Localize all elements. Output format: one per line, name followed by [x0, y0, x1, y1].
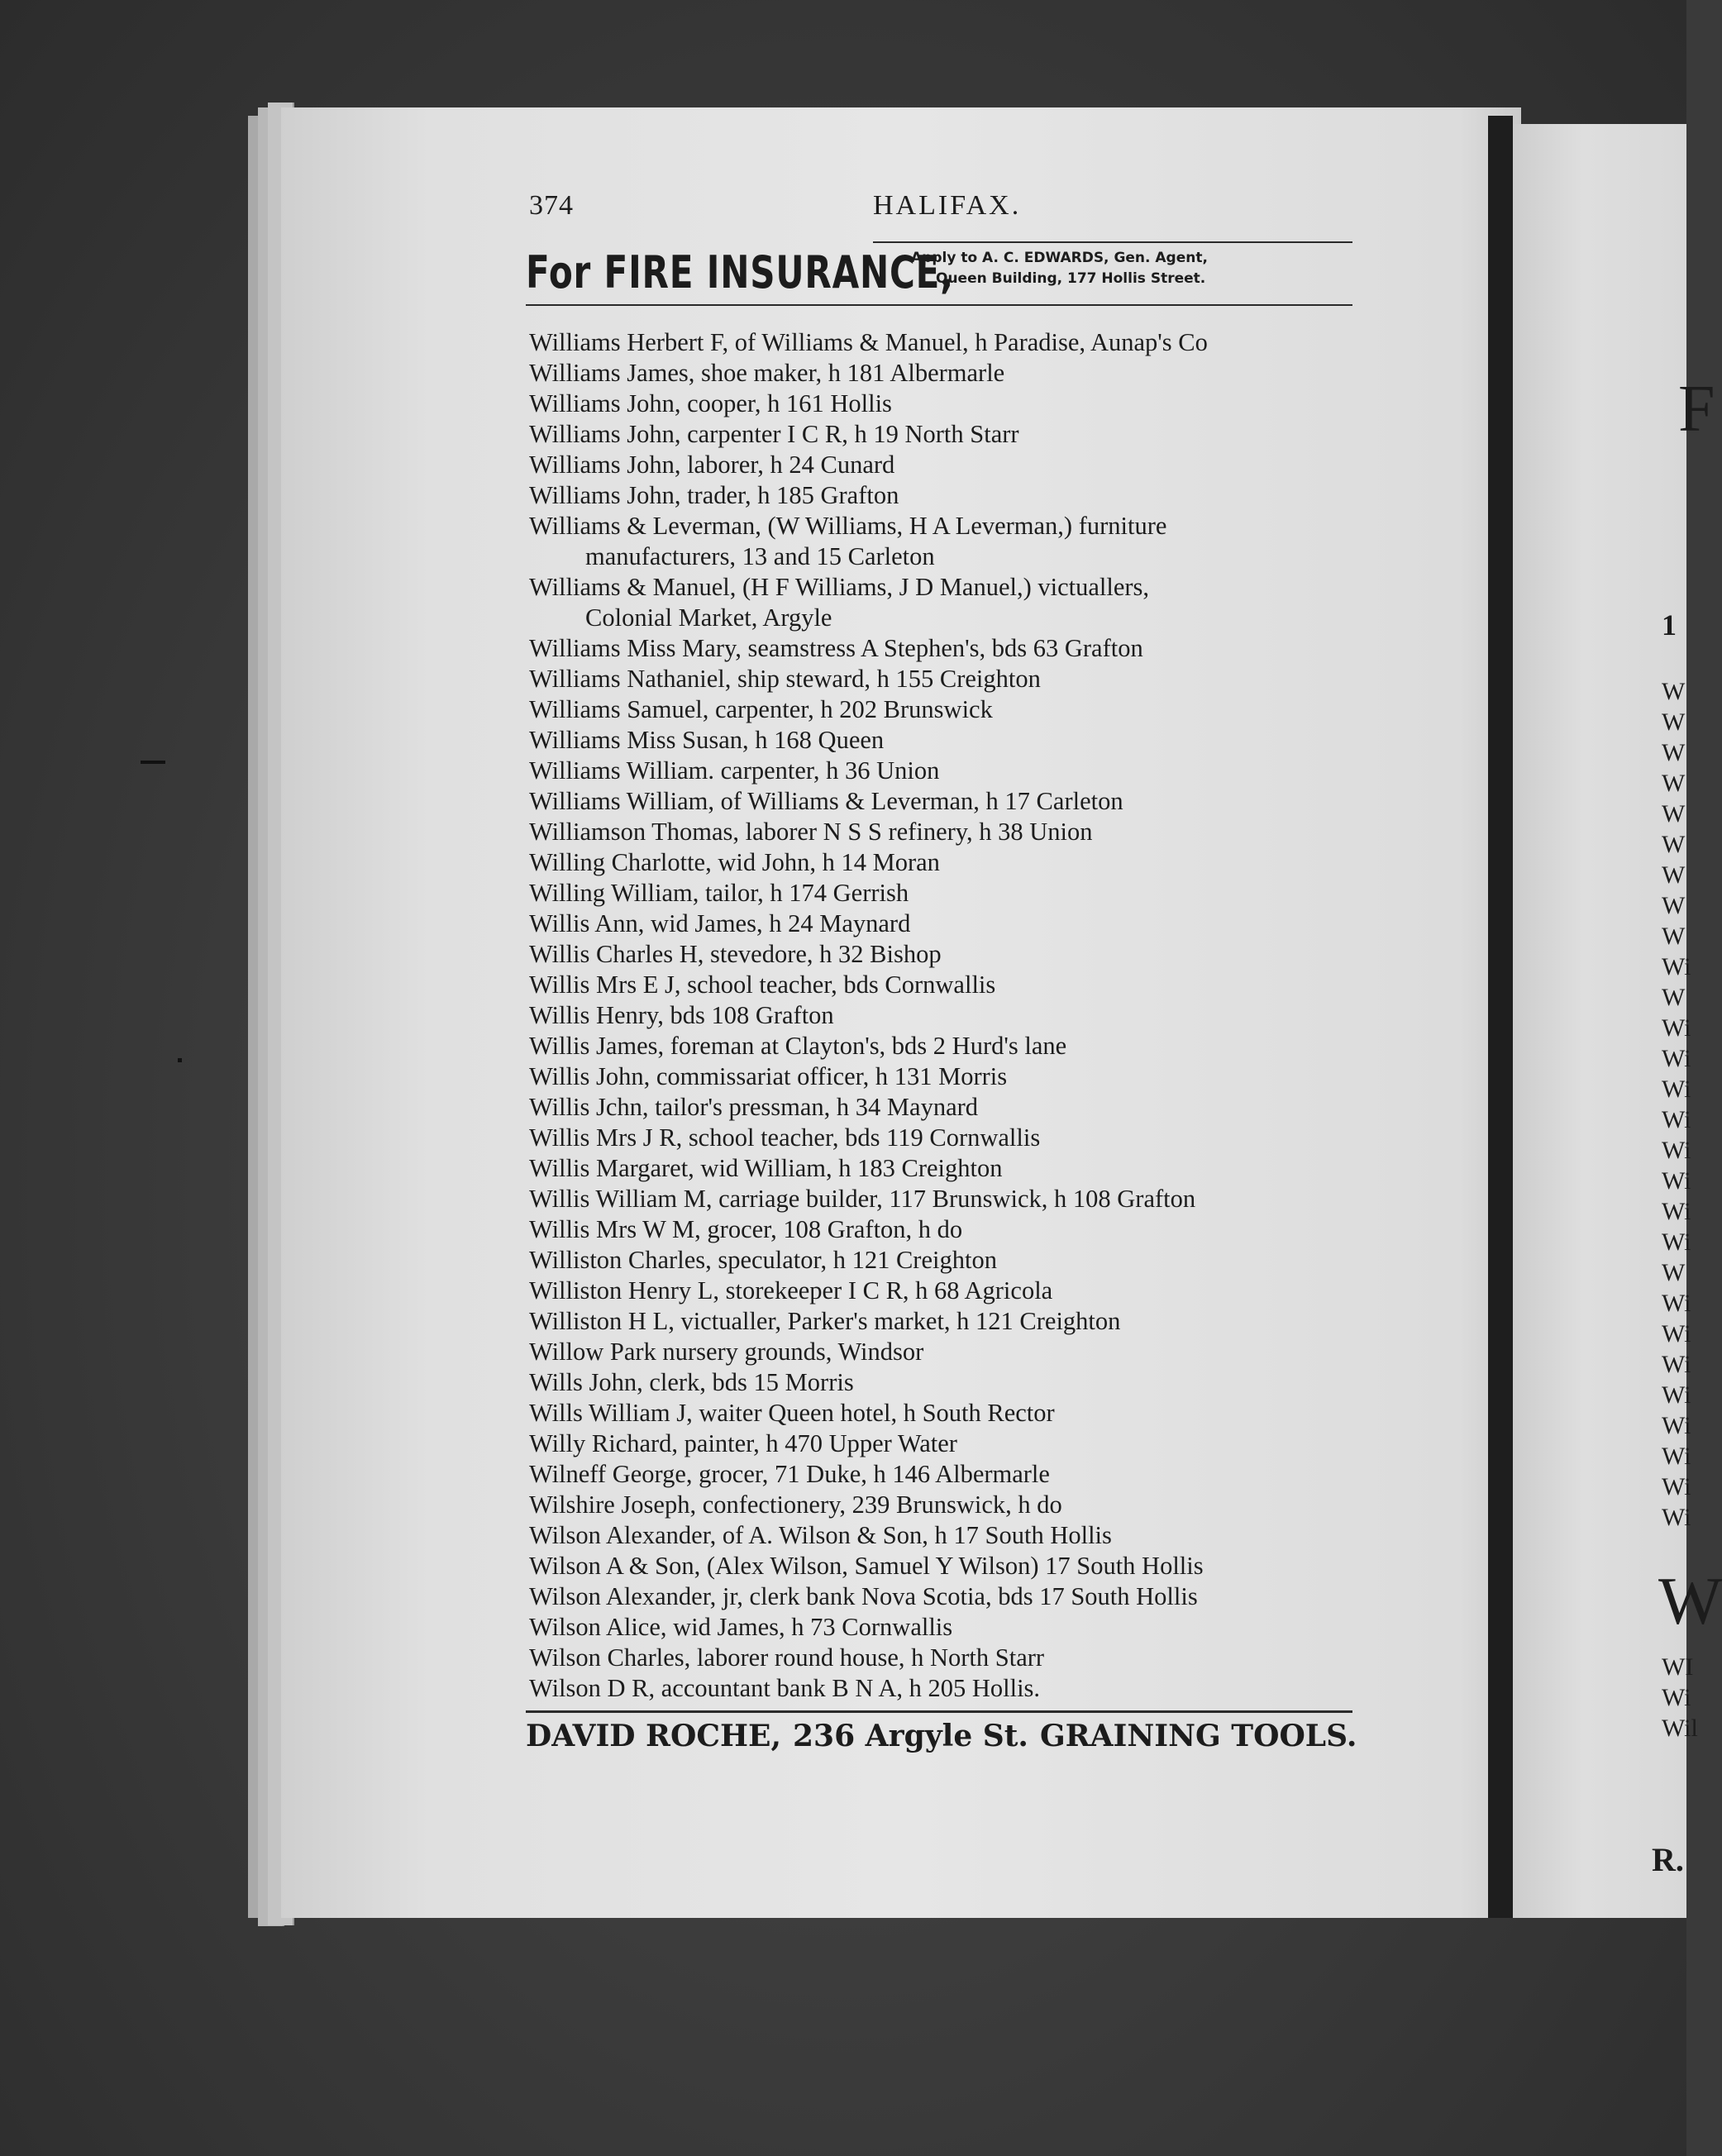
- directory-entry: [526, 756, 1369, 786]
- directory-entry: [526, 1214, 1369, 1245]
- entry-text: Williams Herbert F, of Williams & Manuel, h Paradise, Aunap's Co: [529, 328, 1208, 356]
- facing-line-fragment: Wi: [1662, 1381, 1691, 1409]
- roche-name: DAVID ROCHE,: [526, 1719, 781, 1753]
- scan-speck: [141, 761, 165, 764]
- facing-line-fragment: Wi: [1662, 1351, 1691, 1378]
- directory-entry: [526, 1031, 1369, 1061]
- facing-line-fragment: Wi: [1662, 1504, 1691, 1531]
- directory-entry: [526, 1551, 1369, 1581]
- directory-entry: [526, 1153, 1369, 1184]
- facing-big-letter: F: [1678, 373, 1715, 446]
- directory-entry: [526, 1520, 1369, 1551]
- entry-text: Williams & Manuel, (H F Williams, J D Manuel,) victuallers,: [529, 573, 1150, 601]
- directory-entry: [526, 572, 1369, 633]
- entry-text: Willis Mrs E J, school teacher, bds Cornwallis: [529, 971, 996, 999]
- ad-address-line: Queen Building, 177 Hollis Street.: [936, 270, 1206, 287]
- facing-line-fragment: W: [1662, 1259, 1686, 1286]
- scan-speck: [178, 1058, 182, 1062]
- directory-entry: [526, 511, 1369, 572]
- directory-entry: [526, 480, 1369, 511]
- entry-text: Williams John, carpenter I C R, h 19 North Starr: [529, 420, 1019, 448]
- facing-line-fragment: W: [1662, 861, 1686, 889]
- fire-insurance-ad: [526, 240, 1369, 314]
- entry-text: Willis Jchn, tailor's pressman, h 34 Maynard: [529, 1093, 979, 1121]
- entry-continuation: manufacturers, 13 and 15 Carleton: [585, 542, 935, 570]
- directory-entry: [526, 389, 1369, 419]
- entry-text: Willing Charlotte, wid John, h 14 Moran: [529, 848, 940, 876]
- directory-entry: [526, 1581, 1369, 1612]
- entry-text: Willis Ann, wid James, h 24 Maynard: [529, 909, 911, 937]
- directory-entry: [526, 1612, 1369, 1643]
- facing-line-fragment: Wil: [1662, 1715, 1698, 1742]
- directory-entry: [526, 1643, 1369, 1673]
- page-content: [526, 182, 1369, 1753]
- directory-entry: [526, 1398, 1369, 1429]
- entry-text: Williams James, shoe maker, h 181 Albermarle: [529, 359, 1005, 387]
- facing-line-fragment: Wi: [1662, 1684, 1691, 1711]
- entry-text: Willis John, commissariat officer, h 131 Morris: [529, 1062, 1008, 1090]
- facing-line-fragment: W: [1662, 739, 1686, 766]
- directory-entry: [526, 1673, 1369, 1704]
- entry-text: Willis Mrs W M, grocer, 108 Grafton, h do: [529, 1215, 963, 1243]
- directory-entry: [526, 909, 1369, 939]
- entry-text: Williams & Leverman, (W Williams, H A Leverman,) furniture: [529, 512, 1167, 540]
- entry-text: Williams John, cooper, h 161 Hollis: [529, 389, 892, 417]
- entry-text: Wilshire Joseph, confectionery, 239 Brunswick, h do: [529, 1491, 1062, 1519]
- ad-agent-line: Apply to A. C. EDWARDS, Gen. Agent,: [911, 250, 1208, 266]
- directory-entry: [526, 1337, 1369, 1367]
- directory-entry: [526, 1245, 1369, 1276]
- facing-line-fragment: W: [1662, 831, 1686, 858]
- facing-line-fragment: W: [1662, 892, 1686, 919]
- directory-entry: [526, 1123, 1369, 1153]
- directory-entry: [526, 450, 1369, 480]
- entry-text: Williams John, trader, h 185 Grafton: [529, 481, 899, 509]
- entry-text: Willis William M, carriage builder, 117 Brunswick, h 108 Grafton: [529, 1185, 1196, 1213]
- directory-entry: [526, 939, 1369, 970]
- page-number: 374: [529, 190, 574, 221]
- ad-rule: [873, 241, 1352, 243]
- facing-page-number-fragment: 1: [1662, 608, 1677, 642]
- directory-entry: [526, 419, 1369, 450]
- roche-product: GRAINING TOOLS.: [1039, 1719, 1357, 1753]
- directory-entry: [526, 878, 1369, 909]
- directory-entry: [526, 358, 1369, 389]
- entry-text: Willis James, foreman at Clayton's, bds 2 Hurd's lane: [529, 1032, 1067, 1060]
- entry-text: Wilson D R, accountant bank B N A, h 205 Hollis.: [529, 1674, 1041, 1702]
- directory-entry: [526, 1000, 1369, 1031]
- facing-line-fragment: Wi: [1662, 1076, 1691, 1103]
- roche-ad: [526, 1710, 1369, 1753]
- roche-ad-text: [526, 1719, 1369, 1753]
- facing-line-fragment: Wi: [1662, 1473, 1691, 1500]
- facing-page: [1513, 124, 1722, 1918]
- entry-text: Wilson Alexander, jr, clerk bank Nova Scotia, bds 17 South Hollis: [529, 1582, 1198, 1610]
- facing-big-letter: W: [1658, 1563, 1722, 1638]
- directory-entry: [526, 1429, 1369, 1459]
- entry-text: Wilson Alexander, of A. Wilson & Son, h 17 South Hollis: [529, 1521, 1112, 1549]
- entry-text: Williams Samuel, carpenter, h 202 Brunswick: [529, 695, 993, 723]
- directory-entry: [526, 1459, 1369, 1490]
- directory-entry: [526, 1490, 1369, 1520]
- entry-text: Willis Henry, bds 108 Grafton: [529, 1001, 834, 1029]
- entry-text: Williams William. carpenter, h 36 Union: [529, 756, 940, 785]
- directory-entry: [526, 1367, 1369, 1398]
- entry-text: Williamson Thomas, laborer N S S refinery, h 38 Union: [529, 818, 1093, 846]
- ad-rule: [526, 304, 1352, 306]
- facing-page-lines: [1662, 676, 1691, 1533]
- facing-line-fragment: W: [1662, 770, 1686, 797]
- entry-text: Willow Park nursery grounds, Windsor: [529, 1338, 924, 1366]
- directory-entry: [526, 725, 1369, 756]
- ad-rule: [526, 1710, 1352, 1713]
- entry-continuation: Colonial Market, Argyle: [585, 603, 832, 632]
- facing-line-fragment: WI: [1662, 1653, 1694, 1681]
- running-head: HALIFAX.: [873, 190, 1022, 221]
- facing-line-fragment: Wi: [1662, 1014, 1691, 1042]
- facing-line-fragment: W: [1662, 708, 1686, 736]
- entry-text: Williams Nathaniel, ship steward, h 155 Creighton: [529, 665, 1041, 693]
- facing-line-fragment: Wi: [1662, 1137, 1691, 1164]
- entry-text: Williston Charles, speculator, h 121 Creighton: [529, 1246, 997, 1274]
- facing-line-fragment: Wi: [1662, 1228, 1691, 1256]
- facing-line-fragment: W: [1662, 984, 1686, 1011]
- directory-entry: [526, 664, 1369, 694]
- facing-line-fragment: Wi: [1662, 1167, 1691, 1195]
- entry-text: Williston Henry L, storekeeper I C R, h 68 Agricola: [529, 1276, 1053, 1305]
- facing-line-fragment: Wi: [1662, 1443, 1691, 1470]
- facing-footer-fragment: R.: [1652, 1841, 1684, 1878]
- directory-entry: [526, 970, 1369, 1000]
- book-gutter: [1488, 116, 1513, 1918]
- entry-text: Williams John, laborer, h 24 Cunard: [529, 451, 895, 479]
- facing-line-fragment: Wi: [1662, 1106, 1691, 1133]
- entry-text: Willing William, tailor, h 174 Gerrish: [529, 879, 909, 907]
- directory-entry: [526, 633, 1369, 664]
- entry-text: Willy Richard, painter, h 470 Upper Water: [529, 1429, 957, 1457]
- directory-entry: [526, 817, 1369, 847]
- directory-entry: [526, 694, 1369, 725]
- roche-address: 236 Argyle St.: [792, 1719, 1028, 1753]
- facing-line-fragment: Wi: [1662, 1290, 1691, 1317]
- entry-text: Wilson A & Son, (Alex Wilson, Samuel Y Wilson) 17 South Hollis: [529, 1552, 1204, 1580]
- facing-line-fragment: W: [1662, 800, 1686, 828]
- ad-headline: For FIRE INSURANCE,: [526, 246, 955, 298]
- entry-text: Wilneff George, grocer, 71 Duke, h 146 Albermarle: [529, 1460, 1050, 1488]
- entry-text: Wilson Alice, wid James, h 73 Cornwallis: [529, 1613, 953, 1641]
- facing-line-fragment: W: [1662, 678, 1686, 705]
- facing-line-fragment: W: [1662, 923, 1686, 950]
- entry-text: Williams William, of Williams & Leverman, h 17 Carleton: [529, 787, 1123, 815]
- directory-entry: [526, 1184, 1369, 1214]
- directory-entry: [526, 786, 1369, 817]
- directory-entry: [526, 327, 1369, 358]
- facing-line-fragment: Wi: [1662, 1412, 1691, 1439]
- entry-text: Wills John, clerk, bds 15 Morris: [529, 1368, 854, 1396]
- entry-text: Willis Mrs J R, school teacher, bds 119 Cornwallis: [529, 1123, 1041, 1152]
- directory-entry: [526, 1061, 1369, 1092]
- entry-text: Wilson Charles, laborer round house, h North Starr: [529, 1643, 1045, 1672]
- facing-page-lines: [1662, 1652, 1698, 1743]
- facing-line-fragment: Wi: [1662, 1045, 1691, 1072]
- facing-line-fragment: Wi: [1662, 953, 1691, 980]
- entry-text: Williams Miss Susan, h 168 Queen: [529, 726, 885, 754]
- directory-entry: [526, 1276, 1369, 1306]
- entry-text: Willis Margaret, wid William, h 183 Creighton: [529, 1154, 1003, 1182]
- directory-entry: [526, 847, 1369, 878]
- directory-entry: [526, 1092, 1369, 1123]
- entry-text: Williston H L, victualler, Parker's market, h 121 Creighton: [529, 1307, 1121, 1335]
- ad-agent-details: [911, 248, 1357, 289]
- entry-text: Wills William J, waiter Queen hotel, h South Rector: [529, 1399, 1055, 1427]
- entry-text: Williams Miss Mary, seamstress A Stephen's, bds 63 Grafton: [529, 634, 1143, 662]
- page-header: [526, 182, 1369, 231]
- directory-entries: [526, 327, 1369, 1704]
- facing-line-fragment: Wi: [1662, 1198, 1691, 1225]
- entry-text: Willis Charles H, stevedore, h 32 Bishop: [529, 940, 942, 968]
- directory-entry: [526, 1306, 1369, 1337]
- facing-line-fragment: Wi: [1662, 1320, 1691, 1348]
